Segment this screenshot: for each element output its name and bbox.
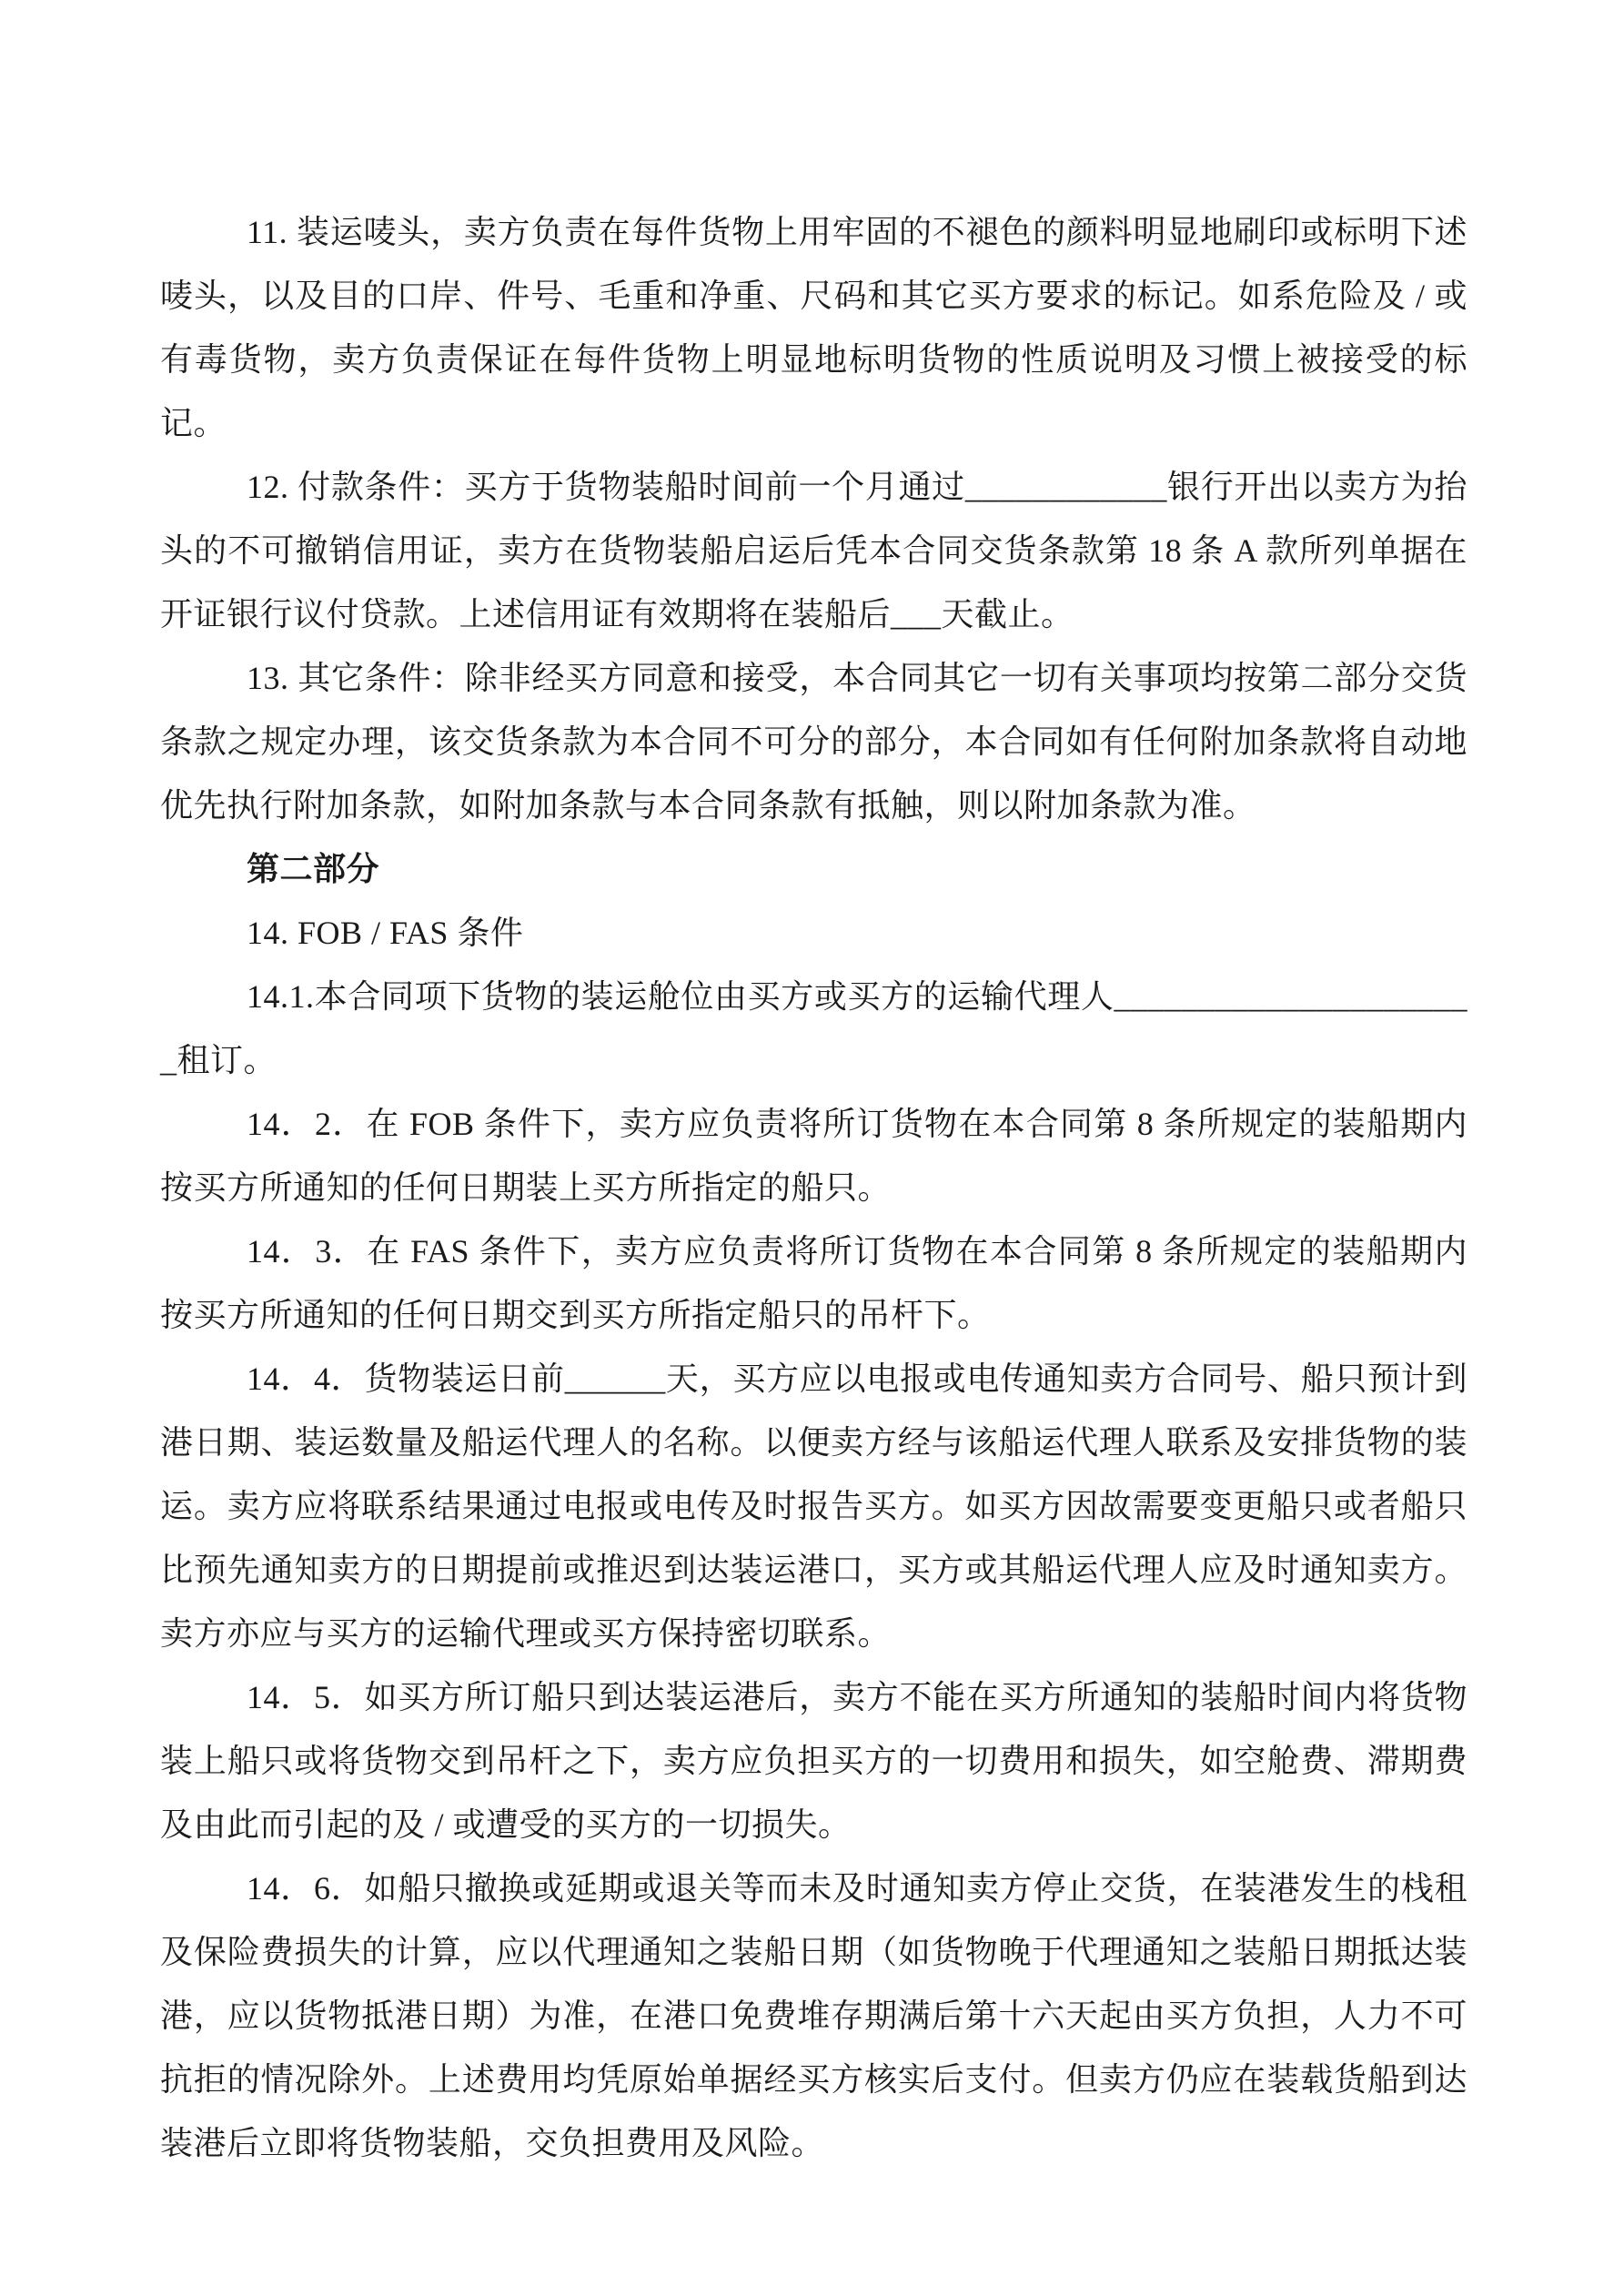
- clause-14-3-fas-terms: 14．3．在 FAS 条件下，卖方应负责将所订货物在本合同第 8 条所规定的装船期内按买方所通知的任何日期交到买方所指定船只的吊杆下。: [160, 1233, 1468, 1333]
- clause-14-4-shipping-notice: 14．4．货物装运日前______天，买方应以电报或电传通知卖方合同号、船只预计到港日期、装运数量及船运代理人的名称。以便卖方经与该船运代理人联系及安排货物的装运。卖方应将联系结果通过电报或电传及时报告买方。如买方因故需要变更船只或者船只比预先通知卖方的日期提前或推迟到达装运港口，买方或其船运代理人应及时通知卖方。卖方亦应与买方的运输代理或买方保持密切联系。: [160, 1360, 1468, 1652]
- clause-14-1-shipping-space: 14.1.本合同项下货物的装运舱位由买方或买方的运输代理人______________________租订。: [160, 978, 1468, 1078]
- clause-12-payment-terms: 12. 付款条件：买方于货物装船时间前一个月通过____________银行开出以卖方为抬头的不可撤销信用证，卖方在货物装船启运后凭本合同交货条款第 18 条 A 款所列单据在开证银行议付贷款。上述信用证有效期将在装船后___天截止。: [160, 469, 1468, 632]
- part-two-heading: 第二部分: [247, 851, 380, 887]
- clause-14-6-vessel-change: 14．6．如船只撤换或延期或退关等而未及时通知卖方停止交货，在装港发生的栈租及保险费损失的计算，应以代理通知之装船日期（如货物晚于代理通知之装船日期抵达装港，应以货物抵港日期）为准，在港口免费堆存期满后第十六天起由买方负担，人力不可抗拒的情况除外。上述费用均凭原始单据经买方核实后支付。但卖方仍应在装载货船到达装港后立即将货物装船，交负担费用及风险。: [160, 1870, 1468, 2161]
- clause-14-fob-fas-title: 14. FOB / FAS 条件: [247, 915, 524, 951]
- clause-11-shipping-marks: 11. 装运唛头，卖方负责在每件货物上用牢固的不褪色的颜料明显地刷印或标明下述唛头，以及目的口岸、件号、毛重和净重、尺码和其它买方要求的标记。如系危险及 / 或有毒货物，卖方负责保证在每件货物上明显地标明货物的性质说明及习惯上被接受的标记。: [160, 214, 1468, 441]
- clause-14-5-seller-liability: 14．5．如买方所订船只到达装运港后，卖方不能在买方所通知的装船时间内将货物装上船只或将货物交到吊杆之下，卖方应负担买方的一切费用和损失，如空舱费、滞期费及由此而引起的及 / 或遭受的买方的一切损失。: [160, 1679, 1468, 1843]
- clause-14-2-fob-terms: 14．2．在 FOB 条件下，卖方应负责将所订货物在本合同第 8 条所规定的装船期内按买方所通知的任何日期装上买方所指定的船只。: [160, 1106, 1468, 1206]
- clause-13-other-conditions: 13. 其它条件：除非经买方同意和接受，本合同其它一切有关事项均按第二部分交货条款之规定办理，该交货条款为本合同不可分的部分，本合同如有任何附加条款将自动地优先执行附加条款，如附加条款与本合同条款有抵触，则以附加条款为准。: [160, 660, 1468, 824]
